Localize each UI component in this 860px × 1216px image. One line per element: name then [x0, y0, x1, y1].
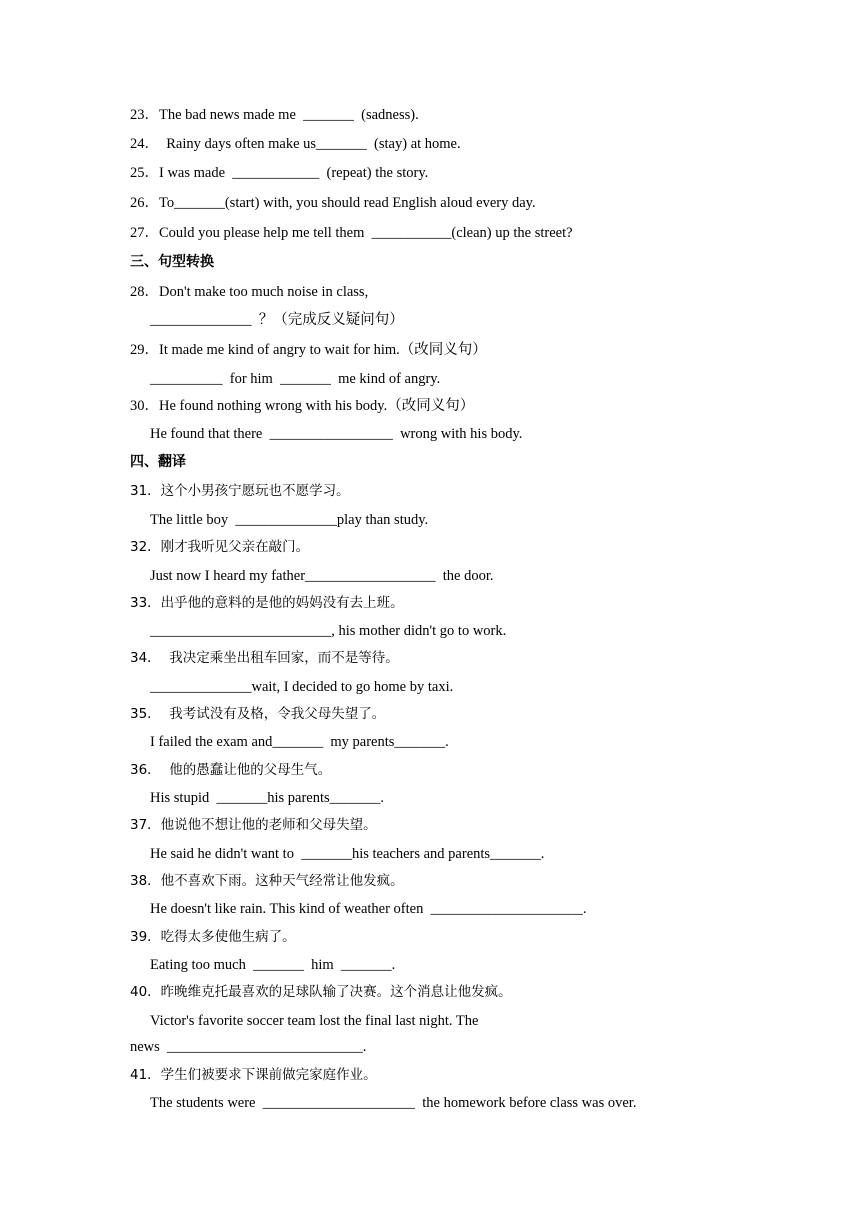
question-41-answer: The students were _____________________ the homework before class was over. — [150, 1095, 637, 1111]
question-31-answer: The little boy ______________play than study. — [150, 512, 429, 528]
question-40: 40．昨晚维克托最喜欢的足球队输了决赛。这个消息让他发疯。 — [130, 984, 512, 1000]
question-37: 37．他说他不想让他的老师和父母失望。 — [130, 817, 377, 833]
question-38: 38．他不喜欢下雨。这种天气经常让他发疯。 — [130, 873, 404, 889]
question-26: 26．To_______(start) with, you should read English aloud every day. — [130, 195, 536, 211]
question-39: 39．吃得太多使他生病了。 — [130, 929, 296, 945]
question-29-answer: __________ for him _______ me kind of angry. — [150, 371, 441, 387]
question-34-answer: ______________wait, I decided to go home by taxi. — [150, 679, 454, 695]
question-39-answer: Eating too much _______ him _______. — [150, 957, 396, 973]
question-33: 33．出乎他的意料的是他的妈妈没有去上班。 — [130, 595, 404, 611]
question-24: 24． Rainy days often make us_______ (stay) at home. — [130, 136, 461, 152]
question-32-answer: Just now I heard my father__________________ the door. — [150, 568, 494, 584]
question-31: 31．这个小男孩宁愿玩也不愿学习。 — [130, 483, 350, 499]
question-38-answer: He doesn't like rain. This kind of weather often _____________________. — [150, 901, 587, 917]
question-32: 32．刚才我听见父亲在敲门。 — [130, 539, 310, 555]
question-35-answer: I failed the exam and_______ my parents_______. — [150, 734, 449, 750]
question-30: 30．He found nothing wrong with his body.（改同义句） — [130, 398, 475, 414]
question-37-answer: He said he didn't want to _______his teachers and parents_______. — [150, 846, 545, 862]
question-29: 29．It made me kind of angry to wait for him.（改同义句） — [130, 342, 487, 358]
question-34: 34． 我决定乘坐出租车回家，而不是等待。 — [130, 650, 399, 666]
question-27: 27．Could you please help me tell them ___________(clean) up the street? — [130, 225, 573, 241]
question-41: 41．学生们被要求下课前做完家庭作业。 — [130, 1067, 377, 1083]
question-36: 36． 他的愚蠢让他的父母生气。 — [130, 762, 332, 778]
question-25: 25．I was made ____________ (repeat) the story. — [130, 165, 429, 181]
section-heading-sentence-transformation: 三、句型转换 — [130, 254, 214, 270]
question-30-answer: He found that there _________________ wrong with his body. — [150, 426, 523, 442]
question-35: 35． 我考试没有及格，令我父母失望了。 — [130, 706, 386, 722]
question-28: 28．Don't make too much noise in class, — [130, 284, 369, 300]
question-23: 23．The bad news made me _______ (sadness). — [130, 107, 419, 123]
question-40-answer-line1: Victor's favorite soccer team lost the final last night. The — [150, 1013, 479, 1029]
question-28-answer: ______________ ？（完成反义疑问句） — [150, 312, 404, 328]
question-40-answer-line2: news ___________________________. — [130, 1039, 367, 1055]
section-heading-translation: 四、翻译 — [130, 454, 186, 470]
question-36-answer: His stupid _______his parents_______. — [150, 790, 385, 806]
question-33-answer: _________________________, his mother didn't go to work. — [150, 623, 507, 639]
